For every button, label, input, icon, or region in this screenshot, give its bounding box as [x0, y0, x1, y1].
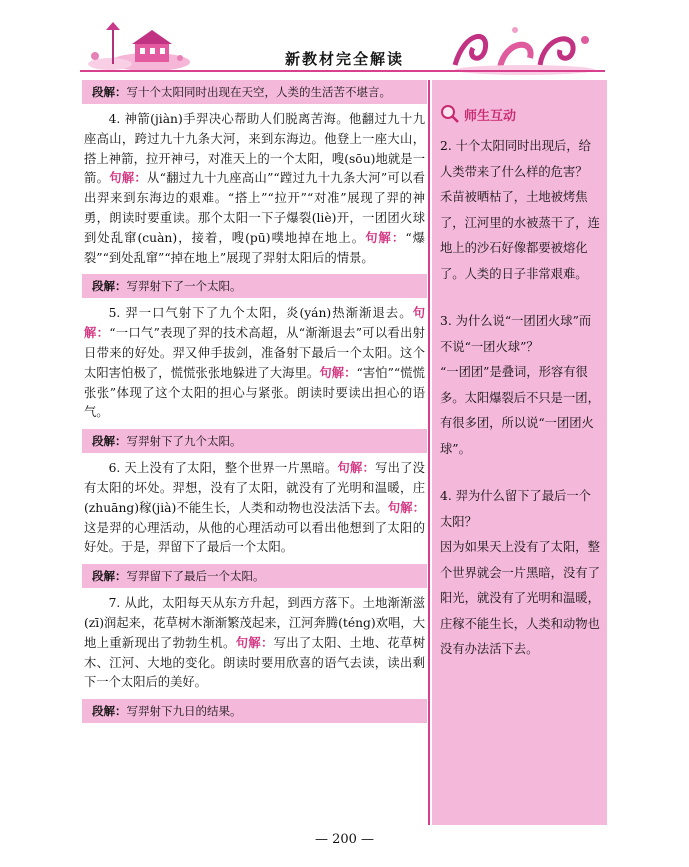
sentence-note-label: 句解： [365, 230, 406, 245]
book-title: 新教材完全解读 [284, 50, 404, 68]
paragraph-text: 5. 羿一口气射下了九个太阳，炎(yán)热渐渐退去。 [108, 306, 413, 321]
paragraph-text: “害怕”“慌慌张张”体现了这个太阳的担心与紧张。朗读时要读出担心的语气。 [84, 365, 425, 420]
paragraph-text: 7. 从此，太阳每天从东方升起，到西方落下。土地渐渐滋(zī)润起来，花草树木渐渐繁茂起来，江河奔腾(téng)欢唱，大地上重新现出了勃勃生机。 [84, 596, 425, 650]
magnifier-icon [440, 104, 460, 124]
summary-text: 写羿留下了最后一个太阳。 [126, 569, 265, 584]
paragraph-text: 这是羿的心理活动，从他的心理活动可以看出他想到了太阳的好处。于是，羿留下了最后一个太阳。 [84, 520, 425, 555]
section-summary-band [82, 429, 427, 453]
paragraph-text: 写出了没有太阳的坏处。羿想，没有了太阳，就没有了光明和温暖，庄(zhuāng)稼(jià)不能生长，人类和动物也没法活下去。 [84, 461, 425, 515]
sentence-note-label: 句解： [84, 306, 425, 341]
column-divider [428, 80, 430, 825]
summary-text: 写羿射下了一个太阳。 [126, 279, 242, 294]
page-number: — 200 — [314, 832, 375, 847]
qa-item [432, 484, 607, 663]
question-text: 3. 为什么说“一团团火球”而不说“一团火球”？ [440, 314, 592, 354]
paragraph-text: 写出了太阳、土地、花草树木、江河、大地的变化。朗读时要用欣喜的语气去读，读出剩下一个太阳后的美好。 [84, 635, 425, 690]
text-paragraph [82, 594, 427, 693]
section-summary-band [82, 699, 427, 723]
summary-label: 段解： [92, 704, 127, 719]
section-summary-band [82, 564, 427, 588]
page-header [0, 0, 689, 80]
summary-text: 写十个太阳同时出现在天空，人类的生活苦不堪言。 [126, 85, 391, 99]
header-rule [80, 70, 605, 72]
paragraph-text: “一口气”表现了羿的技术高超，从“渐渐退去”可以看出射日带来的好处。羿又伸手拔剑，准备射下最后一个太阳。这个太阳害怕极了，慌慌张张地躲进了大海里。 [84, 326, 425, 380]
answer-text: 禾苗被晒枯了，土地被烤焦了，江河里的水被蒸干了，连地上的沙石好像都要被熔化了。人类的日子非常艰难。 [440, 190, 600, 281]
answer-text: “一团团”是叠词，形容有很多。太阳爆裂后不只是一团，有很多团，所以说“一团团火球”。 [440, 365, 600, 456]
paragraph-text: 6. 天上没有了太阳，整个世界一片黑暗。 [108, 461, 338, 476]
sidebar-items [432, 134, 607, 663]
sentence-note-label: 句解： [337, 461, 376, 476]
summary-label: 段解： [92, 569, 127, 584]
sentence-note-label: 句解： [235, 635, 274, 650]
sidebar-title: 师生互动 [464, 108, 517, 124]
summary-label: 段解： [92, 279, 127, 294]
text-paragraph [82, 304, 427, 423]
section-summary-band [82, 274, 427, 298]
summary-label: 段解： [92, 85, 127, 99]
sentence-note-label: 句解： [387, 500, 425, 515]
qa-item [432, 309, 607, 462]
text-paragraph [82, 459, 427, 558]
sentence-note-label: 句解： [109, 171, 148, 186]
paragraph-text: 从“翻过九十九座高山”“蹚过九十九条大河”可以看出羿来到东海边的艰难。“搭上”“拉开”“对准”展现了羿的神勇，朗读时要重读。那个太阳一下子爆裂(liè)开，一团团火球到处乱窜(cuàn)，接着，嗖(pū)噗地掉在地上。 [84, 171, 425, 245]
sentence-note-label: 句解： [319, 365, 357, 380]
paragraph-text: “爆裂”“到处乱窜”“掉在地上”展现了羿射太阳后的情景。 [84, 230, 425, 265]
answer-text: 因为如果天上没有了太阳，整个世界就会一片黑暗，没有了阳光，就没有了光明和温暖，庄稼不能生长，人类和动物也没有办法活下去。 [440, 540, 600, 656]
text-paragraph [82, 110, 427, 268]
sidebar-heading [440, 104, 607, 124]
question-text: 2. 十个太阳同时出现后，给人类带来了什么样的危害？ [440, 139, 591, 179]
summary-text: 写羿射下了九个太阳。 [126, 434, 242, 449]
question-text: 4. 羿为什么留下了最后一个太阳？ [440, 489, 591, 529]
summary-label: 段解： [92, 434, 127, 449]
paragraph-text: 4. 神箭(jiàn)手羿决心帮助人们脱离苦海。他翻过九十九座高山，跨过九十九条大河，来到东海边。他登上一座大山，搭上神箭，拉开神弓，对准天上的一个太阳，嗖(sōu)地就是一箭。 [84, 112, 425, 186]
section-summary-band [82, 80, 427, 104]
sidebar-qa [432, 80, 607, 825]
main-column [82, 80, 427, 825]
summary-text: 写羿射下九日的结果。 [126, 704, 242, 719]
qa-item [432, 134, 607, 287]
